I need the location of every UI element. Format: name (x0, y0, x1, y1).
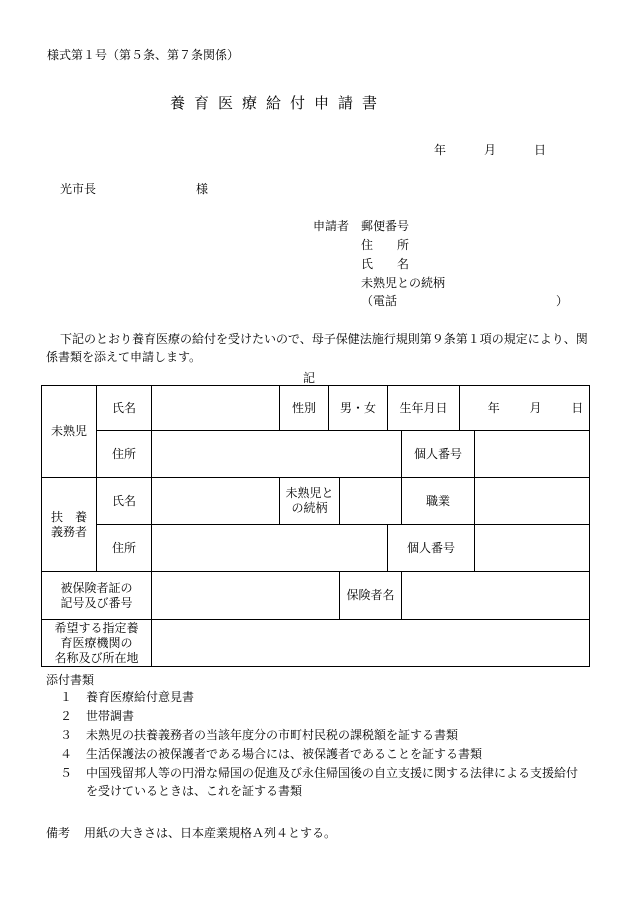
attachments-heading: 添付書類 (46, 673, 95, 687)
date-month-label: 月 (484, 143, 497, 157)
guardian-section-label (42, 478, 97, 572)
infant-section-label: 未熟児 (42, 386, 97, 478)
infant-personal-number-field[interactable] (475, 431, 590, 478)
infant-address-label: 住所 (97, 431, 152, 478)
insurance-card-label (42, 572, 152, 620)
guardian-name-field[interactable] (152, 478, 280, 525)
guardian-relation-line2: の続柄 (291, 501, 328, 515)
infant-name-label: 氏名 (97, 386, 152, 431)
application-table (41, 385, 590, 667)
attachment-text: 中国残留邦人等の円滑な帰国の促進及び永住帰国後の自立支援に関する法律による支援給付を受けているときは、これを証する書類 (86, 766, 579, 798)
applicant-phone-close: ） (556, 294, 569, 308)
attachment-number: ４ (60, 747, 73, 761)
guardian-occupation-field[interactable] (475, 478, 590, 525)
birth-year-label: 年 (487, 400, 500, 415)
infant-name-field[interactable] (152, 386, 280, 431)
insurance-label-line2: 記号及び番号 (60, 595, 133, 610)
attachment-text: 未熟児の扶養義務者の当該年度分の市町村民税の課税額を証する書類 (86, 728, 459, 742)
guardian-address-field[interactable] (152, 525, 388, 572)
insurance-label-line1: 被保険者証の (60, 580, 133, 595)
infant-birthdate-field[interactable] (460, 386, 590, 431)
infant-gender-options[interactable]: 男・女 (329, 386, 388, 431)
guardian-occupation-label: 職業 (402, 478, 475, 525)
hospital-label-line3: 名称及び所在地 (54, 650, 139, 665)
applicant-postal-code-label: 郵便番号 (361, 219, 410, 233)
date-year-label: 年 (434, 143, 447, 157)
birth-day-label: 日 (571, 400, 584, 415)
applicant-name-label: 氏 名 (361, 257, 410, 271)
guardian-label-line1: 扶 養 (50, 509, 87, 524)
hospital-field[interactable] (152, 620, 590, 667)
attachment-text: 養育医療給付意見書 (86, 690, 195, 704)
applicant-label: 申請者 (313, 219, 350, 233)
addressee-honorific: 様 (196, 182, 209, 196)
ki-mark: 記 (303, 371, 316, 385)
guardian-relation-line1: 未熟児と (285, 486, 334, 500)
hospital-label-line2: 育医療機関の (60, 635, 133, 650)
remark-text: 用紙の大きさは、日本産業規格Ａ列４とする。 (84, 826, 337, 840)
infant-birthdate-label: 生年月日 (388, 386, 460, 431)
guardian-address-label: 住所 (97, 525, 152, 572)
guardian-relation-label (280, 478, 340, 525)
remark-label: 備考 (46, 826, 71, 840)
form-number: 様式第１号（第５条、第７条関係） (47, 48, 240, 62)
guardian-label-line2: 義務者 (50, 524, 87, 539)
document-title: 養育医療給付申請書 (170, 94, 387, 112)
hospital-label (42, 620, 152, 667)
insurer-name-field[interactable] (402, 572, 590, 620)
birth-month-label: 月 (529, 400, 542, 415)
addressee-name: 光市長 (60, 182, 97, 196)
guardian-name-label: 氏名 (97, 478, 152, 525)
applicant-phone-label: （電話 (361, 294, 398, 308)
infant-address-field[interactable] (152, 431, 402, 478)
guardian-personal-number-label: 個人番号 (388, 525, 475, 572)
infant-personal-number-label: 個人番号 (402, 431, 475, 478)
attachment-number: ２ (60, 709, 73, 723)
applicant-address-label: 住 所 (361, 238, 410, 252)
infant-gender-label: 性別 (280, 386, 329, 431)
guardian-personal-number-field[interactable] (475, 525, 590, 572)
attachment-number: ３ (60, 728, 73, 742)
insurance-card-field[interactable] (152, 572, 340, 620)
attachment-number: １ (60, 690, 73, 704)
insurer-name-label: 保険者名 (340, 572, 402, 620)
application-statement: 下記のとおり養育医療の給付を受けたいので、母子保健法施行規則第９条第１項の規定により、関係書類を添えて申請します。 (46, 332, 588, 364)
date-day-label: 日 (534, 143, 547, 157)
hospital-label-line1: 希望する指定養 (54, 620, 139, 635)
applicant-relationship-label: 未熟児との続柄 (361, 276, 446, 290)
attachment-number: ５ (60, 766, 73, 780)
attachment-text: 生活保護法の被保護者である場合には、被保護者であることを証する書類 (86, 747, 483, 761)
guardian-relation-field[interactable] (340, 478, 402, 525)
attachment-text: 世帯調書 (86, 709, 135, 723)
